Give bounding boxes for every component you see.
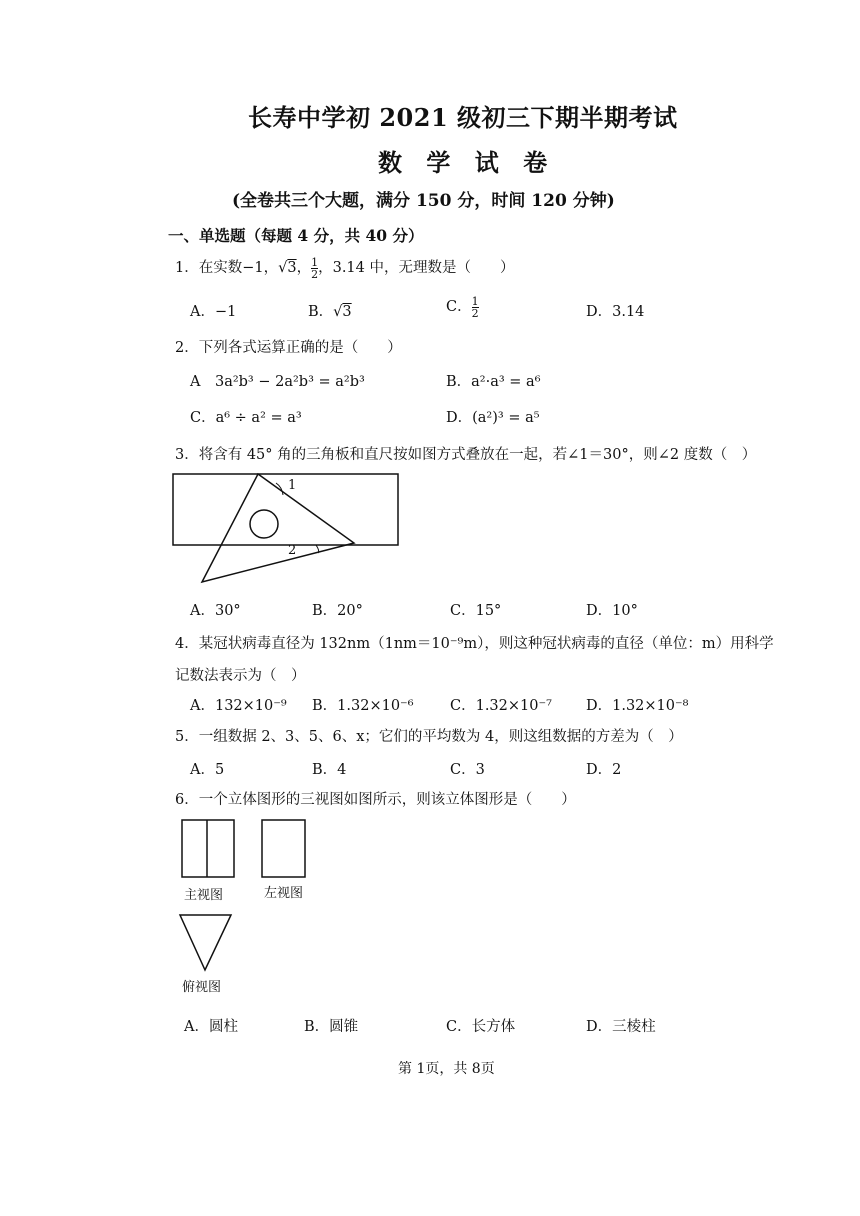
question-6-stem: 6．一个立体图形的三视图如图所示，则该立体图形是（ ） xyxy=(175,792,576,808)
q1-c-fraction: $\frac{1}{2}$ xyxy=(471,294,479,320)
section-heading: 一、单选题（每题 4 分，共 40 分） xyxy=(168,226,424,245)
q5-option-d[interactable]: D．2 xyxy=(586,762,622,778)
q4-option-c[interactable]: C．1.32×10⁻⁷ xyxy=(450,698,552,714)
angle-2-label: 2 xyxy=(288,543,297,558)
q2-option-c[interactable]: C．a⁶ ÷ a² = a³ xyxy=(190,410,302,426)
question-2-stem: 2．下列各式运算正确的是（ ） xyxy=(175,340,402,356)
top-view-triangle xyxy=(180,915,231,970)
exam-title: 长寿中学初 2021 级初三下期半期考试 xyxy=(248,103,678,132)
q4-option-d[interactable]: D．1.32×10⁻⁸ xyxy=(586,698,689,714)
q2-option-a[interactable]: A 3a²b³ − 2a²b³ = a²b³ xyxy=(190,374,365,390)
side-view-rect xyxy=(262,820,305,877)
side-view-label: 左视图 xyxy=(264,886,304,901)
exam-note: (全卷共三个大题，满分 150 分，时间 120 分钟) xyxy=(232,191,615,211)
question-3-stem: 3．将含有 45° 角的三角板和直尺按如图方式叠放在一起，若∠1＝30°，则∠2 度数（ ） xyxy=(175,447,757,463)
q5-option-a[interactable]: A．5 xyxy=(190,762,225,778)
q6-option-c[interactable]: C．长方体 xyxy=(446,1019,516,1035)
page-number: 第 1页，共 8页 xyxy=(398,1061,495,1077)
q2-option-b[interactable]: B．a²·a³ = a⁶ xyxy=(446,374,541,390)
q1-prefix: 1．在实数−1， xyxy=(175,260,279,276)
front-view-rect xyxy=(182,820,234,877)
question-5-stem: 5．一组数据 2、3、5、6、x；它们的平均数为 4，则这组数据的方差为（ ） xyxy=(175,729,683,745)
q1-option-c[interactable]: C． $\frac{1}{2}$ xyxy=(446,294,479,320)
q5-option-c[interactable]: C．3 xyxy=(450,762,485,778)
q5-option-b[interactable]: B．4 xyxy=(312,762,347,778)
q1-sqrt: √3 xyxy=(278,260,297,276)
q1-half-fraction: $\frac{1}{2}$ xyxy=(311,255,319,281)
q1-option-b[interactable]: B．√3 xyxy=(308,304,352,320)
q1-option-d[interactable]: D．3.14 xyxy=(586,304,645,320)
front-view-label: 主视图 xyxy=(184,888,224,903)
q6-option-b[interactable]: B．圆锥 xyxy=(304,1019,359,1035)
q3-option-d[interactable]: D．10° xyxy=(586,603,638,619)
top-view-label: 俯视图 xyxy=(182,980,222,995)
q6-option-a[interactable]: A．圆柱 xyxy=(184,1019,238,1035)
question-4-stem-line2: 记数法表示为（ ） xyxy=(175,668,306,684)
q6-option-d[interactable]: D．三棱柱 xyxy=(586,1019,656,1035)
q1-option-a[interactable]: A．−1 xyxy=(190,304,237,320)
question-1-stem: 1．在实数−1，√3， $\frac{1}{2}$ ，3.14 中，无理数是（ ） xyxy=(175,255,515,281)
q2-option-d[interactable]: D．(a²)³ = a⁵ xyxy=(446,410,540,426)
q4-option-b[interactable]: B．1.32×10⁻⁶ xyxy=(312,698,414,714)
question-4-stem-line1: 4．某冠状病毒直径为 132nm（1nm＝10⁻⁹m），则这种冠状病毒的直径（单位：m）用科学 xyxy=(175,636,774,652)
exam-subtitle: 数 学 试 卷 xyxy=(378,148,556,177)
angle-1-label: 1 xyxy=(288,478,297,493)
q3-option-a[interactable]: A．30° xyxy=(190,603,241,619)
q3-option-c[interactable]: C．15° xyxy=(450,603,502,619)
q1-suffix: ，3.14 中，无理数是（ ） xyxy=(318,260,515,276)
q3-option-b[interactable]: B．20° xyxy=(312,603,363,619)
q4-option-a[interactable]: A．132×10⁻⁹ xyxy=(190,698,287,714)
